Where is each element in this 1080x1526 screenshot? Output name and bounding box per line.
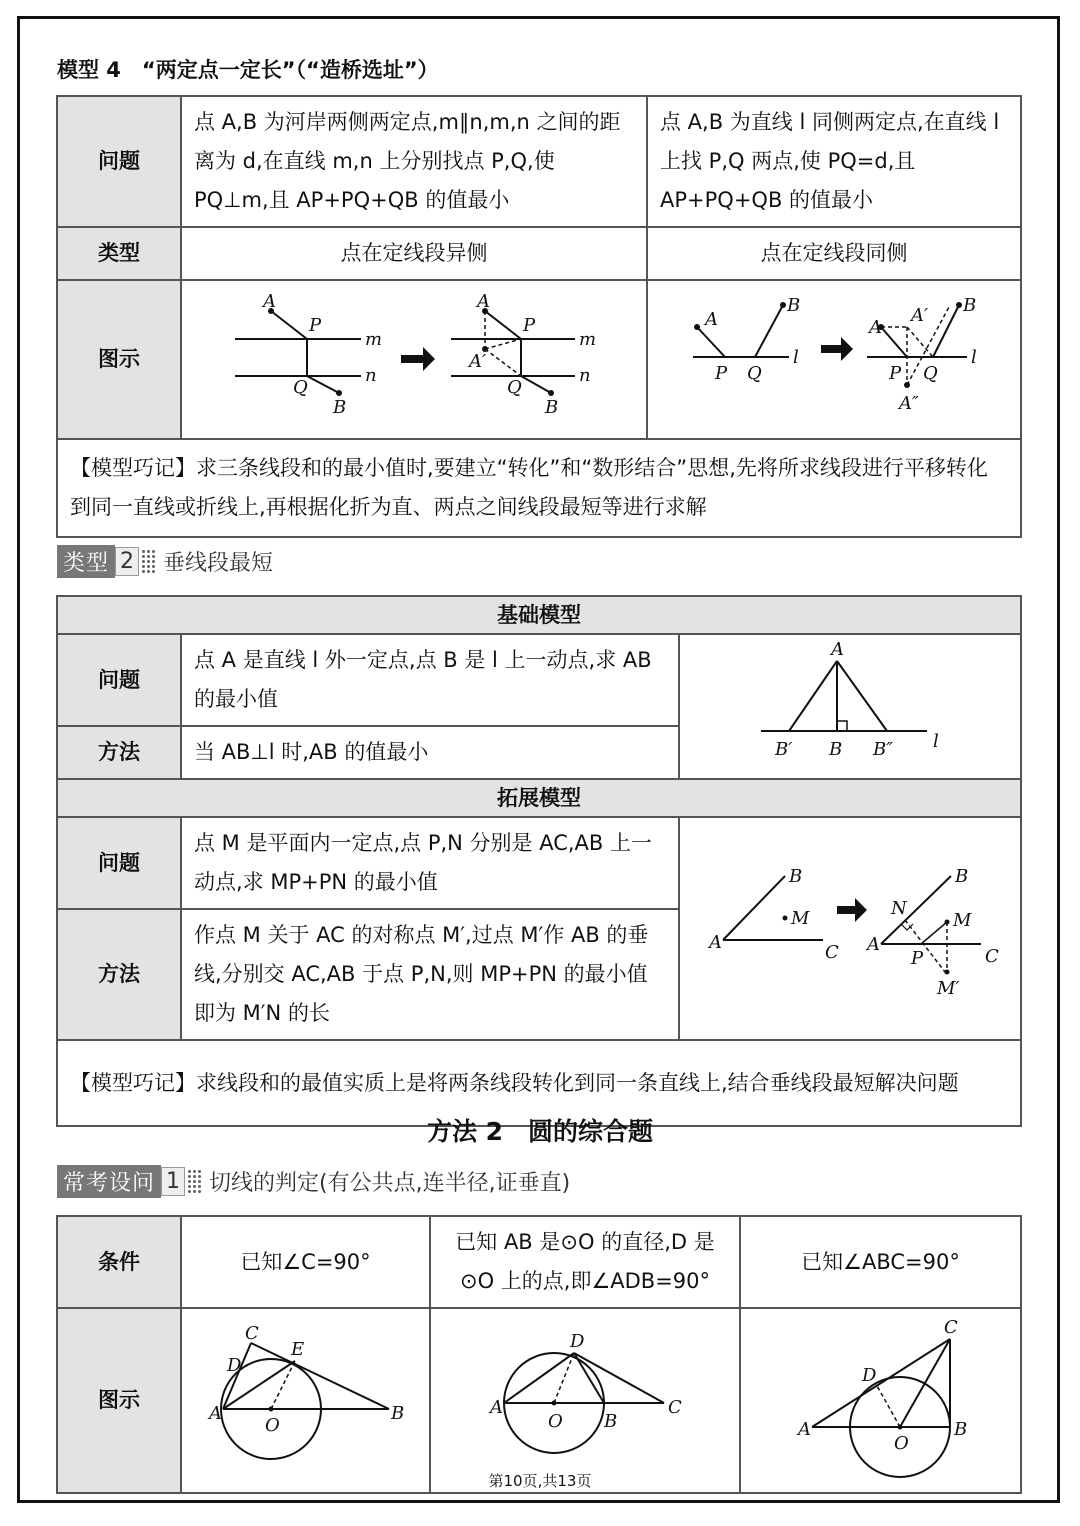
fig-label-m: m <box>365 329 383 350</box>
basic-problem-label: 问题 <box>57 634 181 726</box>
dots-icon <box>187 1169 201 1195</box>
method2-title: 方法 2 圆的综合题 <box>426 1117 654 1146</box>
fig-label-A-s: A <box>705 309 718 330</box>
fig-label-M-e: M <box>791 908 810 929</box>
fig-label-n-r: n <box>579 365 591 386</box>
ext-problem: 点 M 是平面内一定点,点 P,N 分别是 AC,AB 上一动点,求 MP+PN 的最小值 <box>181 817 679 909</box>
fig-label-A-f: A <box>867 934 880 955</box>
fig-label-C-e: C <box>825 942 839 963</box>
fig-label-A-r: A <box>477 291 490 312</box>
fig-label-D-c1: D <box>227 1355 242 1376</box>
ext-model-figure <box>679 817 1021 1040</box>
fig-label-M1: M′ <box>937 978 960 999</box>
fig-label-B-b: B <box>829 739 843 760</box>
basic-problem: 点 A 是直线 l 外一定点,点 B 是 l 上一动点,求 AB 的最小值 <box>181 634 679 726</box>
model4-table <box>56 95 1022 538</box>
arrow-icon <box>401 347 435 371</box>
fig-label-O-c1: O <box>265 1415 280 1436</box>
fig-label-P-t: P <box>889 363 902 384</box>
fig-label-P-r: P <box>523 315 536 336</box>
fig-label-D-c3: D <box>862 1365 877 1386</box>
type2-tag-label: 类型 <box>57 545 115 578</box>
type-left: 点在定线段异侧 <box>181 227 647 280</box>
fig-label-P: P <box>309 315 322 336</box>
common1-tag <box>57 1165 570 1198</box>
figure-label: 图示 <box>57 280 181 439</box>
fig-label-B-c1: B <box>391 1403 405 1424</box>
ext-method: 作点 M 关于 AC 的对称点 M′,过点 M′作 AB 的垂线,分别交 AC,AB 于点 P,N,则 MP+PN 的最小值即为 M′N 的长 <box>181 909 679 1040</box>
fig-label-A-e: A <box>709 932 722 953</box>
fig-label-l-b: l <box>933 731 939 752</box>
arrow-icon <box>821 337 853 361</box>
fig-label-P-s: P <box>715 363 728 384</box>
type-label: 类型 <box>57 227 181 280</box>
fig-label-A-c1: A <box>209 1403 222 1424</box>
fig-label-B-c2: B <box>604 1411 618 1432</box>
cond-2: 已知 AB 是⊙O 的直径,D 是⊙O 上的点,即∠ADB=90° <box>430 1216 740 1308</box>
fig-label-B-t: B <box>963 295 977 316</box>
fig-label-A-c3: A <box>798 1419 811 1440</box>
fig-label-C-c1: C <box>245 1323 259 1344</box>
circle-figure-3 <box>740 1308 1021 1493</box>
fig-label-C-c3: C <box>944 1317 958 1338</box>
basic-method: 当 AB⊥l 时,AB 的值最小 <box>181 726 679 779</box>
ext-model-title: 拓展模型 <box>57 779 1021 817</box>
perpendicular-table <box>56 595 1022 1127</box>
fig-label-A-c2: A <box>490 1397 503 1418</box>
problem-label: 问题 <box>57 96 181 227</box>
fig-label-A-b: A <box>831 639 844 660</box>
basic-method-label: 方法 <box>57 726 181 779</box>
fig-label-D-c2: D <box>570 1331 585 1352</box>
fig-label-B-c3: B <box>954 1419 968 1440</box>
fig-label-C-c2: C <box>668 1397 682 1418</box>
fig-label-M-f: M <box>953 910 972 931</box>
fig-label-l-t: l <box>971 347 977 368</box>
circle-table <box>56 1215 1022 1494</box>
fig-label-Q: Q <box>293 377 308 398</box>
cond-3: 已知∠ABC=90° <box>740 1216 1021 1308</box>
fig-label-A1: A′ <box>469 351 487 372</box>
common1-tag-label: 常考设问 <box>57 1165 161 1198</box>
same-side-figure <box>647 280 1021 439</box>
fig-label-Q-t: Q <box>923 363 938 384</box>
problem-left: 点 A,B 为河岸两侧两定点,m∥n,m,n 之间的距离为 d,在直线 m,n 上分别找点 P,Q,使 PQ⊥m,且 AP+PQ+QB 的值最小 <box>181 96 647 227</box>
fig-label-A1-t: A′ <box>911 305 929 326</box>
fig-label-A-t: A <box>869 317 882 338</box>
fig-label-E-c1: E <box>291 1339 305 1360</box>
model4-heading: 模型 4 “两定点一定长”（“造桥选址”） <box>57 58 439 82</box>
arrow-icon <box>837 898 867 922</box>
fig-label-Q-s: Q <box>747 363 762 384</box>
circle-figure-label: 图示 <box>57 1308 181 1493</box>
cond-1: 已知∠C=90° <box>181 1216 430 1308</box>
fig-label-O-c2: O <box>548 1411 563 1432</box>
ext-method-label: 方法 <box>57 909 181 1040</box>
basic-model-title: 基础模型 <box>57 596 1021 634</box>
circle-figure-1 <box>181 1308 430 1493</box>
problem-right: 点 A,B 为直线 l 同侧两定点,在直线 l 上找 P,Q 两点,使 PQ=d,且 AP+PQ+QB 的值最小 <box>647 96 1021 227</box>
fig-label-O-c3: O <box>894 1433 909 1454</box>
cond-label: 条件 <box>57 1216 181 1308</box>
type2-tag <box>57 545 273 578</box>
common1-tag-num: 1 <box>161 1167 185 1196</box>
fig-label-A2: A″ <box>899 393 919 414</box>
fig-label-n: n <box>365 365 377 386</box>
page-footer: 第10页,共13页 <box>488 1472 592 1490</box>
fig-label-B2: B″ <box>873 739 893 760</box>
fig-label-B-e: B <box>789 866 803 887</box>
circle-figure-2 <box>430 1308 740 1493</box>
ext-problem-label: 问题 <box>57 817 181 909</box>
fig-label-B: B <box>333 397 347 418</box>
fig-label-B1: B′ <box>775 739 793 760</box>
fig-label-N: N <box>891 898 907 919</box>
fig-label-B-r: B <box>545 397 559 418</box>
fig-label-B-s: B <box>787 295 801 316</box>
bridge-figure <box>181 280 647 439</box>
common1-title: 切线的判定(有公共点,连半径,证垂直) <box>209 1171 571 1196</box>
fig-label-P-f: P <box>911 948 924 969</box>
model4-tip: 【模型巧记】求三条线段和的最小值时,要建立“转化”和“数形结合”思想,先将所求线段进行平移转化到同一直线或折线上,再根据化折为直、两点之间线段最短等进行求解 <box>57 439 1021 537</box>
fig-label-l-s: l <box>793 347 799 368</box>
fig-label-B-f: B <box>955 866 969 887</box>
basic-model-figure <box>679 634 1021 779</box>
fig-label-m-r: m <box>579 329 597 350</box>
dots-icon <box>141 549 155 575</box>
fig-label-C-f: C <box>985 946 999 967</box>
fig-label-A: A <box>263 291 276 312</box>
type2-tag-num: 2 <box>115 547 139 576</box>
type2-title: 垂线段最短 <box>163 551 274 576</box>
fig-label-Q-r: Q <box>507 377 522 398</box>
type-right: 点在定线段同侧 <box>647 227 1021 280</box>
perp-tip: 【模型巧记】求线段和的最值实质上是将两条线段转化到同一条直线上,结合垂线段最短解决问题 <box>57 1040 1021 1126</box>
